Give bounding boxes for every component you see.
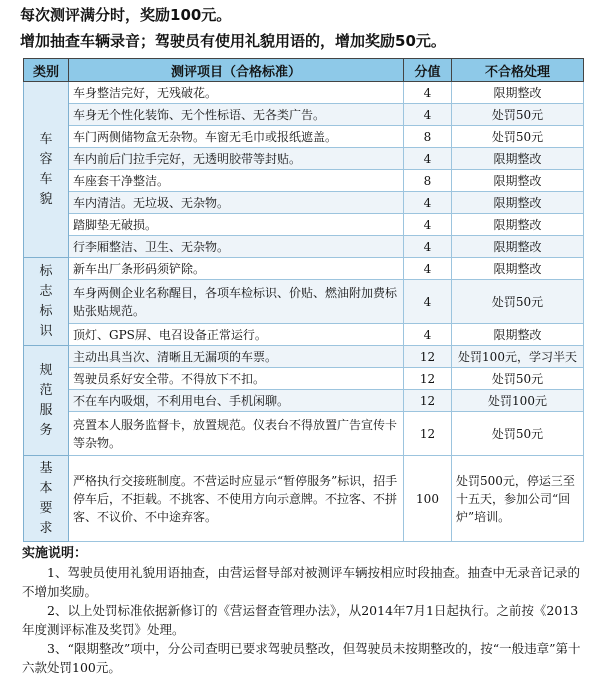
category-cell (24, 456, 69, 542)
handling-cell: 处罚100元，学习半天 (452, 346, 584, 368)
table-row (24, 126, 584, 148)
category-label: 车容车貌 (39, 131, 53, 207)
score-cell: 4 (404, 236, 452, 258)
category-cell (24, 346, 69, 456)
handling-cell: 处罚100元 (452, 390, 584, 412)
table-row (24, 368, 584, 390)
note-item: 2、以上处罚标准依据新修订的《营运督查管理办法》，从2014年7月1日起执行。之前按《2013年度测评标准及奖罚》处理。 (22, 603, 579, 637)
item-cell: 不在车内吸烟，不利用电台、手机闲聊。 (69, 390, 404, 412)
note-item: 1、驾驶员使用礼貌用语抽查，由营运督导部对被测评车辆按相应时段抽查。抽查中无录音记录的不增加奖励。 (22, 565, 580, 599)
table-row (24, 82, 584, 104)
score-cell: 12 (404, 412, 452, 456)
table-row (24, 456, 584, 542)
item-cell: 踏脚垫无破损。 (69, 214, 404, 236)
category-cell (24, 82, 69, 258)
score-cell: 4 (404, 148, 452, 170)
handling-cell: 处罚50元 (452, 104, 584, 126)
table-row (24, 412, 584, 456)
score-cell: 4 (404, 104, 452, 126)
table-row (24, 192, 584, 214)
category-label: 基本要求 (39, 460, 53, 536)
item-cell: 顶灯、GPS屏、电召设备正常运行。 (69, 324, 404, 346)
note-item: 3、“限期整改”项中，分公司查明已要求驾驶员整改，但驾驶员未按期整改的，按“一般违章”第十六款处罚100元。 (22, 641, 581, 675)
score-cell: 4 (404, 192, 452, 214)
item-cell: 车内清洁。无垃圾、无杂物。 (69, 192, 404, 214)
score-cell: 4 (404, 324, 452, 346)
handling-cell: 限期整改 (452, 236, 584, 258)
evaluation-table (23, 58, 584, 542)
item-cell: 车内前后门拉手完好，无透明胶带等封贴。 (69, 148, 404, 170)
category-label: 规范服务 (39, 362, 53, 438)
category-cell (24, 258, 69, 346)
item-cell: 车门两侧储物盒无杂物。车窗无毛巾或报纸遮盖。 (69, 126, 404, 148)
item-cell: 亮置本人服务监督卡，放置规范。仪表台不得放置广告宣传卡等杂物。 (69, 412, 404, 456)
item-cell: 新车出厂条形码须铲除。 (69, 258, 404, 280)
item-cell: 车身两侧企业名称醒目，各项车检标识、价贴、燃油附加费标贴张贴规范。 (69, 280, 404, 324)
handling-cell: 限期整改 (452, 82, 584, 104)
handling-cell: 限期整改 (452, 170, 584, 192)
handling-cell: 限期整改 (452, 214, 584, 236)
table-header-row (24, 59, 584, 82)
table-row (24, 214, 584, 236)
table-row (24, 104, 584, 126)
column-header-score: 分值 (404, 59, 452, 82)
score-cell: 12 (404, 346, 452, 368)
handling-cell: 处罚50元 (452, 126, 584, 148)
reward-line-1: 每次测评满分时，奖励100元。 (20, 6, 232, 24)
table-row (24, 170, 584, 192)
implementation-notes (22, 544, 590, 677)
table-row (24, 258, 584, 280)
score-cell: 8 (404, 126, 452, 148)
handling-cell: 限期整改 (452, 258, 584, 280)
table-row (24, 346, 584, 368)
column-header-item: 测评项目（合格标准） (69, 59, 404, 82)
handling-cell: 处罚50元 (452, 368, 584, 390)
score-cell: 100 (404, 456, 452, 542)
score-cell: 12 (404, 390, 452, 412)
column-header-handling: 不合格处理 (452, 59, 584, 82)
handling-cell: 限期整改 (452, 192, 584, 214)
item-cell: 车身整洁完好，无残破花。 (69, 82, 404, 104)
category-label: 标志标识 (39, 263, 53, 339)
handling-cell: 处罚50元 (452, 280, 584, 324)
reward-line-2: 增加抽查车辆录音；驾驶员有使用礼貌用语的，增加奖励50元。 (20, 32, 446, 50)
score-cell: 4 (404, 280, 452, 324)
handling-cell: 处罚500元，停运三至十五天，参加公司“回炉”培训。 (452, 456, 584, 542)
score-cell: 4 (404, 258, 452, 280)
handling-cell: 限期整改 (452, 324, 584, 346)
table-row (24, 280, 584, 324)
notes-title: 实施说明： (22, 546, 88, 561)
score-cell: 12 (404, 368, 452, 390)
table-row (24, 148, 584, 170)
table-row (24, 236, 584, 258)
table-row (24, 324, 584, 346)
item-cell: 行李厢整洁、卫生、无杂物。 (69, 236, 404, 258)
item-cell: 主动出具当次、清晰且无漏项的车票。 (69, 346, 404, 368)
handling-cell: 处罚50元 (452, 412, 584, 456)
score-cell: 4 (404, 214, 452, 236)
item-cell: 驾驶员系好安全带。不得放下不扣。 (69, 368, 404, 390)
item-cell: 严格执行交接班制度。不营运时应显示“暂停服务”标识，招手停车后，不拒载。不挑客、不使用方向示意牌。不拉客、不拼客、不议价、不中途弃客。 (69, 456, 404, 542)
item-cell: 车座套干净整洁。 (69, 170, 404, 192)
table-row (24, 390, 584, 412)
column-header-category: 类别 (24, 59, 69, 82)
score-cell: 8 (404, 170, 452, 192)
score-cell: 4 (404, 82, 452, 104)
item-cell: 车身无个性化装饰、无个性标语、无各类广告。 (69, 104, 404, 126)
handling-cell: 限期整改 (452, 148, 584, 170)
